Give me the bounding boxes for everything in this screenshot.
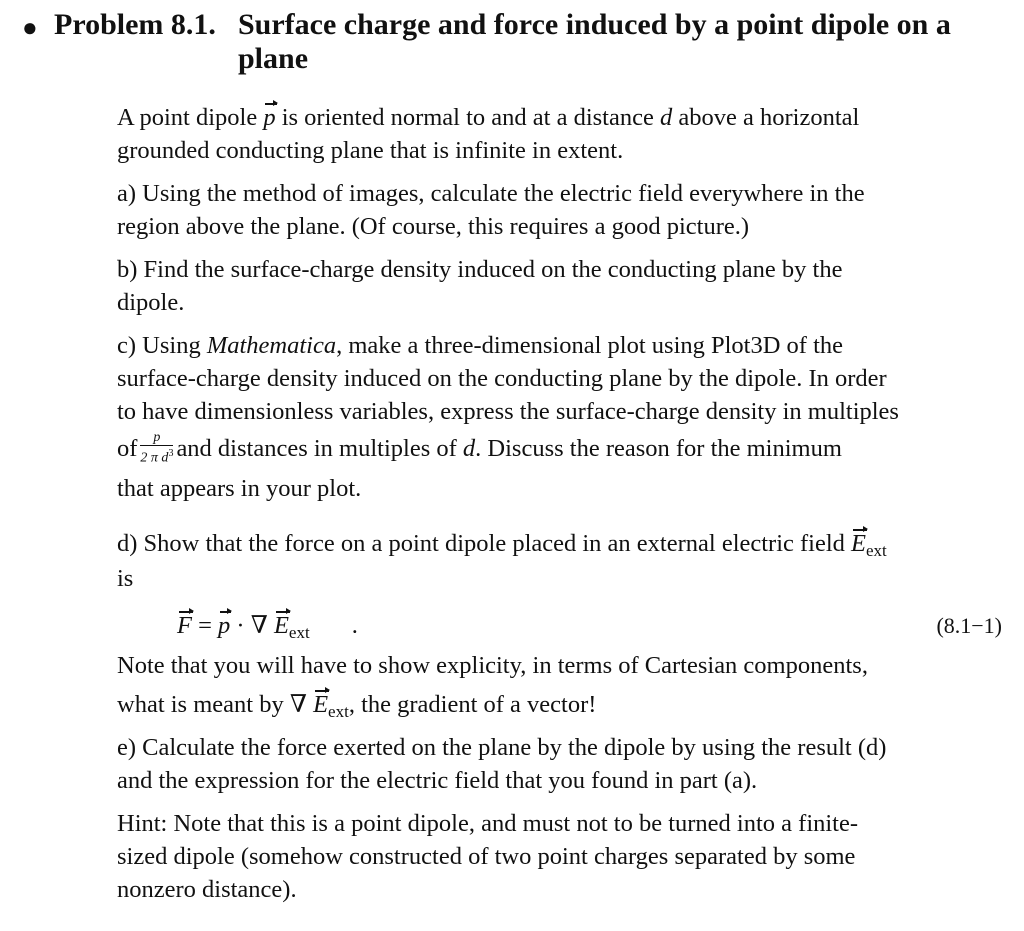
mathematica-word: Mathematica <box>206 332 337 359</box>
problem-label: Problem 8.1. <box>54 8 216 41</box>
problem-title <box>238 8 998 76</box>
intro-paragraph <box>117 101 997 167</box>
hint-line-3: nonzero distance). <box>117 876 297 903</box>
equation-subscript-ext: ext <box>288 623 310 642</box>
note-line-1: Note that you will have to show explicity, in terms of Cartesian components, <box>117 652 868 679</box>
part-a-line-2: region above the plane. (Of course, this requires a good picture.) <box>117 213 750 240</box>
part-d-text-a: d) Show that the force on a point dipole placed in an external electric field <box>117 530 852 557</box>
part-c-text-b: , make a three-dimensional plot using Plot3D of the <box>336 332 844 359</box>
dipole-vector-p: p <box>263 101 275 134</box>
equation-dot-nabla: · ∇ <box>230 612 274 639</box>
hint-line-2: sized dipole (somehow constructed of two point charges separated by some <box>117 843 856 870</box>
note-subscript-ext: ext <box>328 702 349 721</box>
part-c-of: of <box>117 435 138 462</box>
problem-title-line2: plane <box>238 42 309 75</box>
equation-number: (8.1−1) <box>936 613 1002 638</box>
part-c-text-l4c: . Discuss the reason for the minimum <box>475 435 842 462</box>
part-b-line-2: dipole. <box>117 289 185 316</box>
distance-d: d <box>659 104 673 131</box>
part-d-line-1 <box>117 527 997 562</box>
hint-paragraph <box>117 807 997 906</box>
part-e-line-2: and the expression for the electric field that you found in part (a). <box>117 767 758 794</box>
part-b-paragraph <box>117 253 997 319</box>
fraction-denominator: 2 π $d^3$ <box>140 447 174 466</box>
equation-period: . <box>351 612 358 639</box>
note-line-2 <box>117 688 997 723</box>
part-d-line-2: is <box>117 565 134 592</box>
force-vector-F: F <box>177 609 192 642</box>
intro-text-a: A point dipole <box>117 104 264 131</box>
part-c-line-3: to have dimensionless variables, express the surface-charge density in multiples <box>117 398 899 425</box>
part-c-line-1 <box>117 329 997 362</box>
part-e-paragraph <box>117 731 997 797</box>
part-c-line-2: surface-charge density induced on the conducting plane by the dipole. In order <box>117 365 887 392</box>
part-c-line-4 <box>117 429 997 468</box>
note-vector-E: E <box>313 688 328 721</box>
fraction-numerator: p <box>140 430 173 446</box>
equation-8-1-1 <box>177 609 1002 644</box>
part-a-line-1: a) Using the method of images, calculate the electric field everywhere in the <box>117 180 865 207</box>
part-c-text-l4b: and distances in multiples of <box>176 435 463 462</box>
fraction-p-over-2pi-d3 <box>140 430 173 466</box>
distance-d-2: d <box>462 435 476 462</box>
hint-line-1: Hint: Note that this is a point dipole, and must not to be turned into a finite- <box>117 810 859 837</box>
problem-title-line1: Surface charge and force induced by a point dipole on a <box>238 8 951 41</box>
part-b-line-1: b) Find the surface-charge density induced on the conducting plane by the <box>117 256 843 283</box>
equation-vector-p: p <box>218 609 230 642</box>
intro-text-c: above a horizontal <box>672 104 860 131</box>
bullet-icon: ● <box>22 13 38 42</box>
part-c-line-5: that appears in your plot. <box>117 475 362 503</box>
part-d-paragraph <box>117 527 997 595</box>
intro-line-2: grounded conducting plane that is infinite in extent. <box>117 137 624 164</box>
part-e-line-1: e) Calculate the force exerted on the plane by the dipole by using the result (d) <box>117 734 887 761</box>
field-vector-E: E <box>851 527 866 560</box>
field-subscript-ext: ext <box>866 541 887 560</box>
part-c-text-a: c) Using <box>117 332 207 359</box>
part-c-paragraph <box>117 329 997 505</box>
note-paragraph <box>117 649 997 723</box>
equation-equals: = <box>191 612 219 639</box>
note-text-a: what is meant by ∇ <box>117 691 314 718</box>
intro-text-b: is oriented normal to and at a distance <box>275 104 660 131</box>
part-a-paragraph <box>117 177 997 243</box>
equation-vector-E: E <box>274 609 289 642</box>
note-text-b: , the gradient of a vector! <box>348 691 597 718</box>
intro-line-1 <box>117 101 997 134</box>
